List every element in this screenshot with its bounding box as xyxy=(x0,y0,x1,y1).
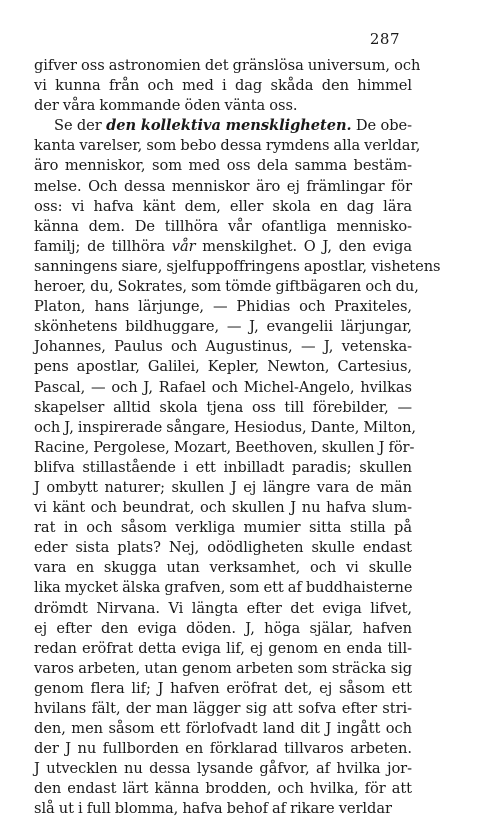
text-line xyxy=(34,297,412,317)
text-line xyxy=(34,759,412,779)
text-line xyxy=(34,599,412,619)
text-run: rat in och såsom verkliga mumier sitta stilla på xyxy=(34,519,412,537)
text-run: redan eröfrat detta eviga lif, ej genom en enda till- xyxy=(34,639,412,657)
text-run: Platon, hans lärjunge, — Phidias och Praxiteles, xyxy=(34,298,412,316)
text-line xyxy=(34,699,412,719)
text-line xyxy=(34,217,412,237)
text-run: pens apostlar, Galilei, Kepler, Newton, Cartesius, xyxy=(34,358,412,376)
text-line xyxy=(34,719,412,739)
text-run: familj; de tillhöra xyxy=(34,237,172,255)
text-line xyxy=(34,438,415,458)
text-line xyxy=(34,779,412,799)
text-run: oss: vi hafva känt dem, eller skola en dag lära xyxy=(34,197,412,215)
text-run: Johannes, Paulus och Augustinus, — J, vetenska- xyxy=(34,338,412,356)
text-run: Se der xyxy=(54,117,107,135)
text-run: vara en skugga utan verksamhet, och vi skulle xyxy=(34,559,412,577)
emphasized-text: den kollektiva menskligheten. xyxy=(106,117,352,135)
page-number: 287 xyxy=(369,30,400,48)
text-run: melse. Och dessa menniskor äro ej främlingar för xyxy=(34,177,412,195)
text-run: J utvecklen nu dessa lysande gåfvor, af hvilka jor- xyxy=(34,760,412,778)
text-line xyxy=(34,237,412,257)
text-run: äro menniskor, som med oss dela samma bestäm- xyxy=(34,157,412,175)
text-line xyxy=(34,197,412,217)
text-line xyxy=(34,639,412,659)
text-line xyxy=(34,96,412,116)
text-line xyxy=(34,659,412,679)
text-line xyxy=(34,378,412,398)
text-line xyxy=(34,337,412,357)
body-text xyxy=(34,56,441,820)
text-line xyxy=(34,156,412,176)
text-line xyxy=(34,679,412,699)
text-run: vi kunna från och med i dag skåda den himmel xyxy=(34,77,412,95)
text-run: De obe- xyxy=(351,117,412,135)
text-run: slå ut i full blomma, hafva behof af rikare verldar xyxy=(34,800,392,818)
text-run: der J nu fullborden en förklarad tillvaros arbeten. xyxy=(34,740,412,758)
text-run: Racine, Pergolese, Mozart, Beethoven, skullen J för- xyxy=(34,438,415,456)
text-line xyxy=(34,177,412,197)
emphasized-text: vår xyxy=(171,237,196,255)
text-line xyxy=(34,578,412,598)
text-line xyxy=(34,458,412,478)
text-line xyxy=(34,558,412,578)
text-run: heroer, du, Sokrates, som tömde giftbägaren och du, xyxy=(34,278,419,296)
text-line xyxy=(34,398,412,418)
text-line xyxy=(34,619,412,639)
text-line xyxy=(34,116,412,136)
text-line xyxy=(34,739,412,759)
text-run: J ombytt naturer; skullen J ej längre vara de män xyxy=(34,478,412,496)
text-run: kanta varelser, som bebo dessa rymdens alla verldar, xyxy=(34,137,421,155)
text-run: känna dem. De tillhöra vår ofantliga mennisko- xyxy=(34,217,412,235)
text-run: ej efter den eviga döden. J, höga själar, hafven xyxy=(34,619,412,637)
text-line xyxy=(34,317,412,337)
text-line xyxy=(34,357,412,377)
text-run: der våra kommande öden vänta oss. xyxy=(34,97,298,115)
text-run: och J, inspirerade sångare, Hesiodus, Dante, Milton, xyxy=(34,418,417,436)
text-run: lika mycket älska grafven, som ett af buddhaisterne xyxy=(34,579,413,597)
text-run: varos arbeten, utan genom arbeten som sträcka sig xyxy=(34,659,412,677)
text-line xyxy=(34,418,417,438)
text-line xyxy=(34,257,441,277)
text-run: skönhetens bildhuggare, — J, evangelii lärjungar, xyxy=(34,318,412,336)
text-line xyxy=(34,277,419,297)
text-run: sanningens siare, sjelfuppoffringens apostlar, vishetens xyxy=(34,257,441,275)
text-line xyxy=(34,498,412,518)
text-run: genom flera lif; J hafven eröfrat det, ej såsom ett xyxy=(34,679,412,697)
text-run: den endast lärt känna brodden, och hvilka, för att xyxy=(34,780,412,798)
text-run: Pascal, — och J, Rafael och Michel-Angelo, hvilkas xyxy=(34,378,412,396)
text-run: den, men såsom ett förlofvadt land dit J ingått och xyxy=(34,720,412,738)
text-run: hvilans fält, der man lägger sig att sofva efter stri- xyxy=(34,700,412,717)
text-run: blifva stillastående i ett inbilladt paradis; skullen xyxy=(34,458,412,476)
text-run: drömdt Nirvana. Vi längta efter det eviga lifvet, xyxy=(34,599,412,617)
text-line xyxy=(34,538,412,558)
text-line xyxy=(34,76,412,96)
text-line xyxy=(34,136,421,156)
text-line xyxy=(34,799,412,819)
text-run: gifver oss astronomien det gränslösa universum, och xyxy=(34,57,421,74)
text-run: menskilghet. O J, den eviga xyxy=(195,237,412,255)
text-line xyxy=(34,518,412,538)
text-line xyxy=(34,478,412,498)
text-line xyxy=(34,56,421,76)
text-run: skapelser alltid skola tjena oss till förebilder, — xyxy=(34,398,412,416)
text-run: vi känt och beundrat, och skullen J nu hafva slum- xyxy=(34,499,412,517)
text-run: eder sista plats? Nej, odödligheten skulle endast xyxy=(34,539,412,557)
